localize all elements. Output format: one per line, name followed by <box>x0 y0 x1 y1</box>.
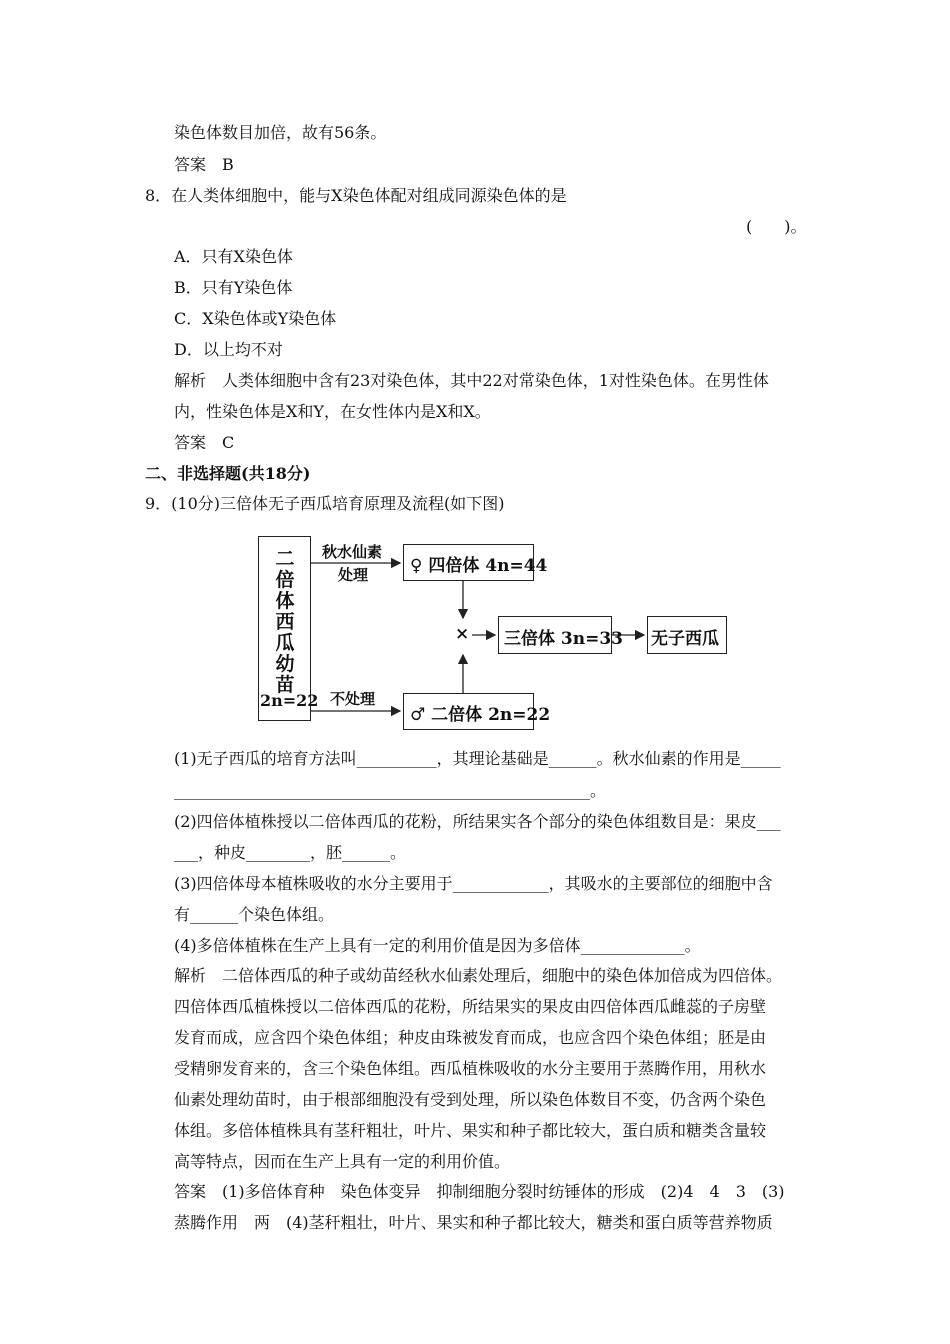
text-line-continuation: 染色体数目加倍，故有56条。 <box>174 123 387 142</box>
seedling-char: 倍 <box>275 569 295 591</box>
seedless-box <box>647 616 727 654</box>
seedling-box <box>258 536 319 721</box>
analysis-9-line-3: 发育而成，应含四个染色体组；种皮由珠被发育而成，也应含四个染色体组；胚是由 <box>174 1028 767 1047</box>
diploid-box <box>403 693 551 730</box>
analysis-9-line-6: 体组。多倍体植株具有茎秆粗壮，叶片、果实和种子都比较大，蛋白质和糖类含量较 <box>174 1121 767 1140</box>
analysis-9-line-4: 受精卵发育来的，含三个染色体组。西瓜植株吸收的水分主要用于蒸腾作用，用秋水 <box>174 1059 767 1078</box>
seedling-char: 苗 <box>275 674 295 696</box>
question-9-1-cont: ____________________________________________________。 <box>174 781 607 800</box>
option-b: B．只有Y染色体 <box>174 278 293 297</box>
question-9-2: (2)四倍体植株授以二倍体西瓜的花粉，所结果实各个部分的染色体组数目是：果皮___ <box>174 812 781 831</box>
option-a: A．只有X染色体 <box>174 247 293 266</box>
option-c: C．X染色体或Y染色体 <box>174 309 337 328</box>
analysis-8-line-1: 解析 人类体细胞中含有23对染色体，其中22对常染色体，1对性染色体。在男性体 <box>174 371 769 390</box>
seedless-label: 无子西瓜 <box>651 629 719 649</box>
analysis-9-line-1: 解析 二倍体西瓜的种子或幼苗经秋水仙素处理后，细胞中的染色体加倍成为四倍体。 <box>174 966 783 985</box>
analysis-9-line-5: 仙素处理幼苗时，由于根部细胞没有受到处理，所以染色体数目不变，仍含两个染色 <box>174 1090 767 1109</box>
seedling-char: 瓜 <box>275 632 295 654</box>
answer-8: 答案 C <box>174 433 235 452</box>
analysis-9-line-2: 四倍体西瓜植株授以二倍体西瓜的花粉，所结果实的果皮由四倍体西瓜雌蕊的子房壁 <box>174 997 767 1016</box>
analysis-8-line-2: 内，性染色体是X和Y，在女性体内是X和X。 <box>174 402 491 421</box>
question-9-2-cont: ___，种皮________，胚______。 <box>174 843 407 862</box>
question-9-3-cont: 有______个染色体组。 <box>174 905 335 924</box>
seedling-char: 二 <box>275 548 295 570</box>
colchicine-label: 秋水仙素 <box>322 543 383 561</box>
seedling-char: 西 <box>275 611 295 633</box>
question-8-blank: ( )。 <box>746 217 807 236</box>
question-8-stem: 8．在人类体细胞中，能与X染色体配对组成同源染色体的是 <box>145 186 567 205</box>
seedling-char: 幼 <box>275 653 295 675</box>
answer-9-line-1: 答案 (1)多倍体育种 染色体变异 抑制细胞分裂时纺锤体的形成 (2)4 4 3 (3) <box>174 1182 785 1201</box>
cross-symbol: × <box>455 624 470 644</box>
seedling-char: 体 <box>275 590 295 612</box>
tetraploid-box <box>403 544 548 581</box>
question-9-1: (1)无子西瓜的培育方法叫__________，其理论基础是______。秋水仙素的作用是_____ <box>174 749 781 768</box>
treatment-label: 处理 <box>338 566 369 584</box>
section-heading: 二、非选择题(共18分) <box>145 464 311 483</box>
tetraploid-label: ♀ 四倍体 4n=44 <box>410 556 548 576</box>
no-treatment-label: 不处理 <box>330 690 376 708</box>
analysis-9-line-7: 高等特点，因而在生产上具有一定的利用价值。 <box>174 1152 511 1171</box>
triploid-box <box>498 616 624 654</box>
option-d: D．以上均不对 <box>174 340 283 359</box>
answer-7: 答案 B <box>174 155 234 174</box>
question-9-stem: 9．(10分)三倍体无子西瓜培育原理及流程(如下图) <box>145 494 505 513</box>
answer-9-line-2: 蒸腾作用 两 (4)茎秆粗壮，叶片、果实和种子都比较大，糖类和蛋白质等营养物质 <box>174 1213 773 1232</box>
seedling-ploidy: 2n=22 <box>260 691 319 710</box>
diploid-label: ♂ 二倍体 2n=22 <box>410 705 551 725</box>
question-9-3: (3)四倍体母本植株吸收的水分主要用于____________，其吸水的主要部位的细胞中含 <box>174 874 773 893</box>
question-9-4: (4)多倍体植株在生产上具有一定的利用价值是因为多倍体_____________。 <box>174 936 701 955</box>
triploid-label: 三倍体 3n=33 <box>504 629 624 649</box>
